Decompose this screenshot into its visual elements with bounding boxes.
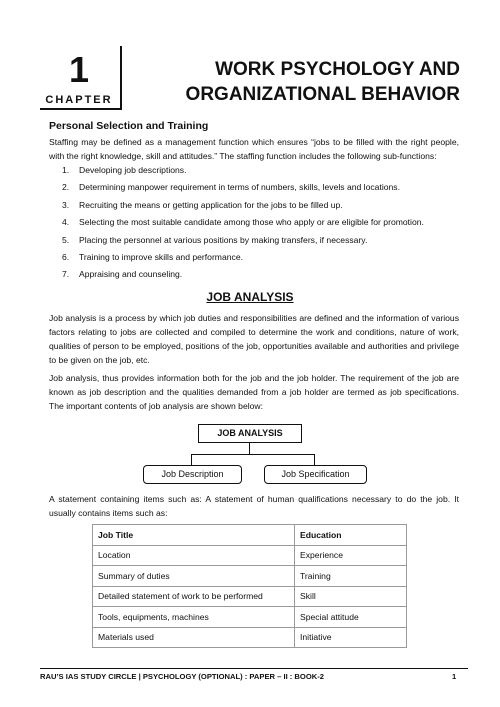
chapter-label: CHAPTER	[45, 94, 113, 106]
list-item: 2. Determining manpower requirement in terms of numbers, skills, levels and locations.	[62, 182, 400, 193]
header-divider	[120, 46, 122, 110]
table-cell: Detailed statement of work to be performed	[93, 586, 295, 607]
footer-rule	[40, 668, 468, 669]
page-title	[130, 57, 460, 107]
list-item: 5. Placing the personnel at various positions by making transfers, if necessary.	[62, 234, 368, 245]
table-row	[93, 607, 407, 628]
list-item: 1. Developing job descriptions.	[62, 165, 187, 175]
chapter-number: 1	[68, 49, 90, 90]
job-analysis-paragraph-1: Job analysis is a process by which job duties and responsibilities are defined and the information of various factors relating to jobs are collected and compiled to determine the work and conditions, nature of work, qualities of person to be employed, positions of the job, opportunities available and authorities and privilege to be given on the job, etc.	[49, 313, 459, 365]
diagram-job-specification-box: Job Specification	[264, 465, 367, 484]
table-header-row	[93, 525, 407, 546]
table-row	[93, 566, 407, 587]
table-header-cell: Job Title	[93, 525, 295, 546]
list-item: 6. Training to improve skills and performance.	[62, 251, 243, 262]
table-cell: Experience	[295, 545, 407, 566]
sub-functions-list	[49, 163, 424, 285]
title-line-2: ORGANIZATIONAL BEHAVIOR	[185, 84, 460, 105]
intro-paragraph: Staffing may be defined as a management function which ensures “jobs to be filled with the right people, with the right knowledge, skill and attitudes.” The staffing function includes the following sub-functions:	[49, 137, 459, 161]
job-analysis-heading: JOB ANALYSIS	[206, 290, 294, 304]
chapter-underline	[40, 108, 120, 110]
title-line-1: WORK PSYCHOLOGY AND	[215, 59, 460, 80]
table-cell: Skill	[295, 586, 407, 607]
table-row	[93, 627, 407, 648]
list-item: 7. Appraising and counseling.	[62, 269, 183, 280]
table-cell: Tools, equipments, machines	[93, 607, 295, 628]
footer-text: RAU’S IAS STUDY CIRCLE | PSYCHOLOGY (OPTIONAL) : PAPER – II : BOOK-2	[40, 672, 324, 681]
table-row	[93, 545, 407, 566]
diagram-connector-horizontal	[191, 454, 315, 455]
job-analysis-paragraph-2: Job analysis, thus provides information both for the job and the job holder. The requirement of the job are known as job description and the qualities demanded from a job holder are termed as job specifications. The important contents of job analysis are shown below:	[49, 373, 459, 411]
diagram-connector-left	[191, 454, 192, 465]
list-item: 4. Selecting the most suitable candidate among those who apply or are eligible for promotion.	[62, 217, 424, 228]
table-header-cell: Education	[295, 525, 407, 546]
table-cell: Materials used	[93, 627, 295, 648]
table-cell: Special attitude	[295, 607, 407, 628]
list-item: 3. Recruiting the means or getting application for the jobs to be filled up.	[62, 199, 343, 210]
table-row	[93, 586, 407, 607]
diagram-root-box: JOB ANALYSIS	[198, 424, 302, 443]
diagram-connector-vertical	[249, 443, 250, 454]
table-cell: Training	[295, 566, 407, 587]
table-cell: Summary of duties	[93, 566, 295, 587]
table-cell: Initiative	[295, 627, 407, 648]
diagram-connector-right	[314, 454, 315, 465]
page-number: 1	[452, 672, 457, 681]
statement-paragraph: A statement containing items such as: A statement of human qualifications necessary to do the job. It usually contains items such as:	[49, 494, 459, 518]
diagram-job-description-box: Job Description	[143, 465, 242, 484]
section-heading: Personal Selection and Training	[49, 120, 209, 132]
job-contents-table	[92, 524, 407, 648]
table-cell: Location	[93, 545, 295, 566]
